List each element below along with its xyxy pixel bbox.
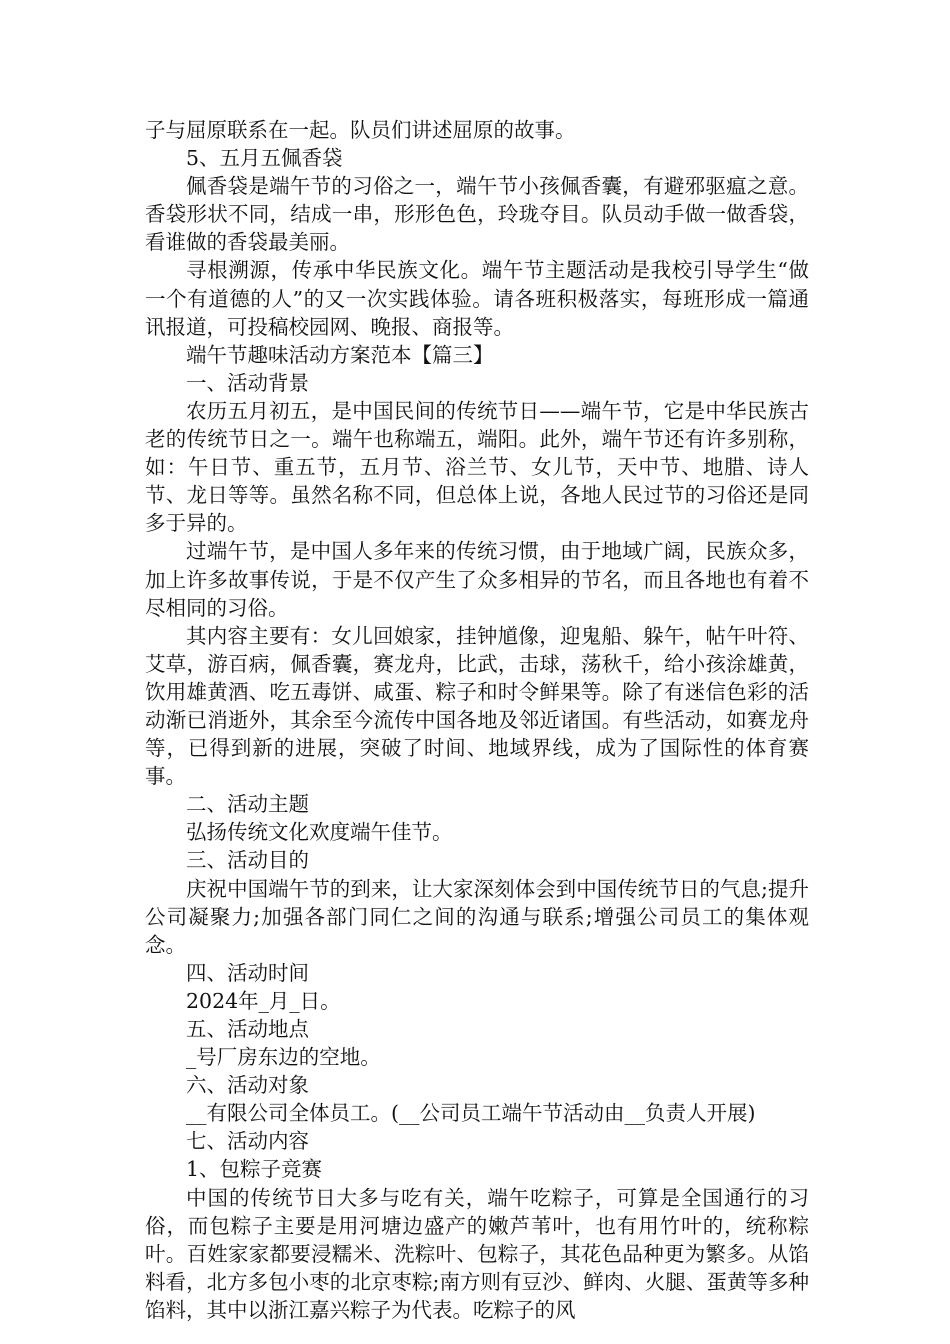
paragraph: _号厂房东边的空地。 <box>186 1045 381 1070</box>
paragraph: 佩香袋是端午节的习俗之一，端午节小孩佩香囊，有避邪驱瘟之意。香袋形状不同，结成一串，形形色色，玲珑夺目。队员动手做一做香袋，看谁做的香袋最美丽。 <box>145 174 809 255</box>
section-title: 端午节趣味活动方案范本【篇三】 <box>186 342 494 367</box>
paragraph: 其内容主要有：女儿回娘家，挂钟馗像，迎鬼船、躲午，帖午叶符、艾草，游百病，佩香囊，赛龙舟，比武，击球，荡秋千，给小孩涂雄黄，饮用雄黄酒、吃五毒饼、咸蛋、粽子和时令鲜果等。除了有迷信色彩的活动渐已消逝外，其余至今流传中国各地及邻近诸国。有些活动，如赛龙舟等，已得到新的进展，突破了时间、地域界线，成为了国际性的体育赛事。 <box>145 623 809 789</box>
section-heading: 一、活动背景 <box>186 370 309 395</box>
paragraph: 农历五月初五，是中国民间的传统节日——端午节，它是中华民族古老的传统节日之一。端午也称端五，端阳。此外，端午节还有许多别称，如：午日节、重五节，五月节、浴兰节、女儿节，天中节、地腊、诗人节、龙日等等。虽然名称不同，但总体上说，各地人民过节的习俗还是同多于异的。 <box>145 398 809 536</box>
section-heading: 三、活动目的 <box>186 848 309 873</box>
paragraph: 弘扬传统文化欢度端午佳节。 <box>186 820 453 845</box>
section-heading: 七、活动内容 <box>186 1129 309 1154</box>
paragraph: 过端午节，是中国人多年来的传统习惯，由于地域广阔，民族众多，加上许多故事传说，于是不仅产生了众多相异的节名，而且各地也有着不尽相同的习俗。 <box>145 539 809 620</box>
paragraph: 子与屈原联系在一起。队员们讲述屈原的故事。 <box>145 118 576 142</box>
paragraph: 寻根溯源，传承中华民族文化。端午节主题活动是我校引导学生“做一个有道德的人”的又一次实践体验。请各班积极落实，每班形成一篇通讯报道，可投稿校园网、晚报、商报等。 <box>145 258 809 339</box>
section-heading: 六、活动对象 <box>186 1073 309 1098</box>
list-item-heading: 5、五月五佩香袋 <box>186 146 343 171</box>
document-body <box>145 116 809 1324</box>
section-heading: 二、活动主题 <box>186 792 309 817</box>
section-heading: 四、活动时间 <box>186 960 309 985</box>
paragraph: __有限公司全体员工。(__公司员工端午节活动由__负责人开展) <box>186 1101 756 1126</box>
list-item-heading: 1、包粽子竞赛 <box>186 1157 323 1182</box>
paragraph: 庆祝中国端午节的到来，让大家深刻体会到中国传统节日的气息;提升公司凝聚力;加强各部门同仁之间的沟通与联系;增强公司员工的集体观念。 <box>145 876 809 957</box>
section-heading: 五、活动地点 <box>186 1017 309 1041</box>
paragraph: 2024年_月_日。 <box>186 988 341 1013</box>
paragraph: 中国的传统节日大多与吃有关，端午吃粽子，可算是全国通行的习俗，而包粽子主要是用河塘边盛产的嫩芦苇叶，也有用竹叶的，统称粽叶。百姓家家都要浸糯米、洗粽叶、包粽子，其花色品种更为繁多。从馅料看，北方多包小枣的北京枣粽;南方则有豆沙、鲜肉、火腿、蛋黄等多种馅料，其中以浙江嘉兴粽子为代表。吃粽子的风 <box>145 1185 809 1322</box>
